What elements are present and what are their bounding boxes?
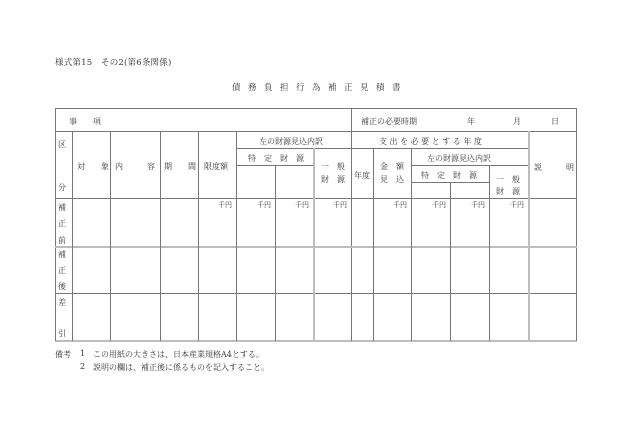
category-label-bottom: 分 <box>58 183 66 192</box>
estimate-table <box>55 108 577 341</box>
unit-label: 千円 <box>393 201 407 209</box>
general-funding-header-right-top: 一 般 <box>496 175 520 184</box>
col-divider <box>489 165 490 341</box>
unit-label: 千円 <box>432 201 446 209</box>
matter-label: 事 項 <box>69 117 101 126</box>
period-header: 期 間 <box>164 162 196 171</box>
row-label-before: 正 <box>58 219 66 228</box>
explanation-header: 説 明 <box>534 163 574 172</box>
note-number: 2 <box>80 362 86 371</box>
unit-label: 千円 <box>471 201 485 209</box>
unit-label: 千円 <box>510 201 524 209</box>
col-divider <box>450 182 451 341</box>
estimated-amount-header-top: 金 額 <box>380 162 404 171</box>
col-divider <box>160 131 161 341</box>
day-label: 日 <box>551 117 559 126</box>
funding-breakdown-header: 左の財源見込内訳 <box>259 137 323 146</box>
expenditure-years-header: 支 出 を 必 要 と す る 年 度 <box>379 137 482 146</box>
unit-label: 千円 <box>257 201 271 209</box>
general-funding-header-top: 一 般 <box>321 162 345 171</box>
col-divider <box>275 165 276 341</box>
col-divider <box>110 131 111 341</box>
funding-breakdown-header-right: 左の財源見込内訳 <box>427 154 491 163</box>
notes-heading: 備考 <box>55 350 71 359</box>
specific-funding-header-right: 特 定 財 源 <box>421 171 477 180</box>
table-border-bottom <box>55 340 577 342</box>
col-divider <box>236 131 237 341</box>
category-label-top: 区 <box>58 140 66 149</box>
fiscal-year-header: 年度 <box>354 171 370 180</box>
month-label: 月 <box>513 117 521 126</box>
year-label: 年 <box>467 117 475 126</box>
form-number: 様式第15 その2(第6条関係) <box>55 58 172 68</box>
limit-amount-header: 限度額 <box>204 162 228 171</box>
timing-label: 補正の必要時期 <box>361 117 417 126</box>
row-label-after: 正 <box>58 266 66 275</box>
col-divider <box>411 148 412 341</box>
note-text: この用紙の大きさは、日本産業規格A4とする。 <box>93 350 264 359</box>
row-label-before: 前 <box>58 236 66 245</box>
col-divider <box>72 131 73 341</box>
row-label-difference: 差 <box>58 298 66 307</box>
content-header: 内 容 <box>115 162 155 171</box>
note-text: 説明の欄は、補正後に係るものを記入すること。 <box>93 363 269 372</box>
document-title: 債務負担行為補正見積書 <box>231 83 408 93</box>
col-divider <box>373 148 374 341</box>
unit-label: 千円 <box>218 201 232 209</box>
col-divider <box>351 108 352 341</box>
estimated-amount-header-bottom: 見 込 <box>380 175 404 184</box>
unit-label: 千円 <box>295 201 309 209</box>
unit-label: 千円 <box>333 201 347 209</box>
row-label-after: 後 <box>58 282 66 291</box>
row-divider <box>351 148 528 149</box>
row-divider <box>55 293 577 294</box>
row-divider <box>55 131 577 132</box>
col-divider <box>528 131 530 341</box>
table-border-top <box>55 108 577 109</box>
note-number: 1 <box>80 349 86 358</box>
col-divider <box>198 131 199 341</box>
table-border-left <box>55 108 56 341</box>
row-divider <box>55 246 577 248</box>
row-label-after: 補 <box>58 250 66 259</box>
table-border-right <box>576 108 577 341</box>
row-divider <box>236 148 351 149</box>
specific-funding-header: 特 定 財 源 <box>248 154 304 163</box>
row-label-difference: 引 <box>58 329 66 338</box>
row-divider <box>411 165 528 166</box>
target-header: 対 象 <box>77 162 109 171</box>
general-funding-header-bottom: 財 源 <box>321 175 345 184</box>
general-funding-header-right-bottom: 財 源 <box>496 187 520 196</box>
row-divider <box>55 198 577 199</box>
col-divider <box>313 148 315 341</box>
row-label-before: 補 <box>58 203 66 212</box>
